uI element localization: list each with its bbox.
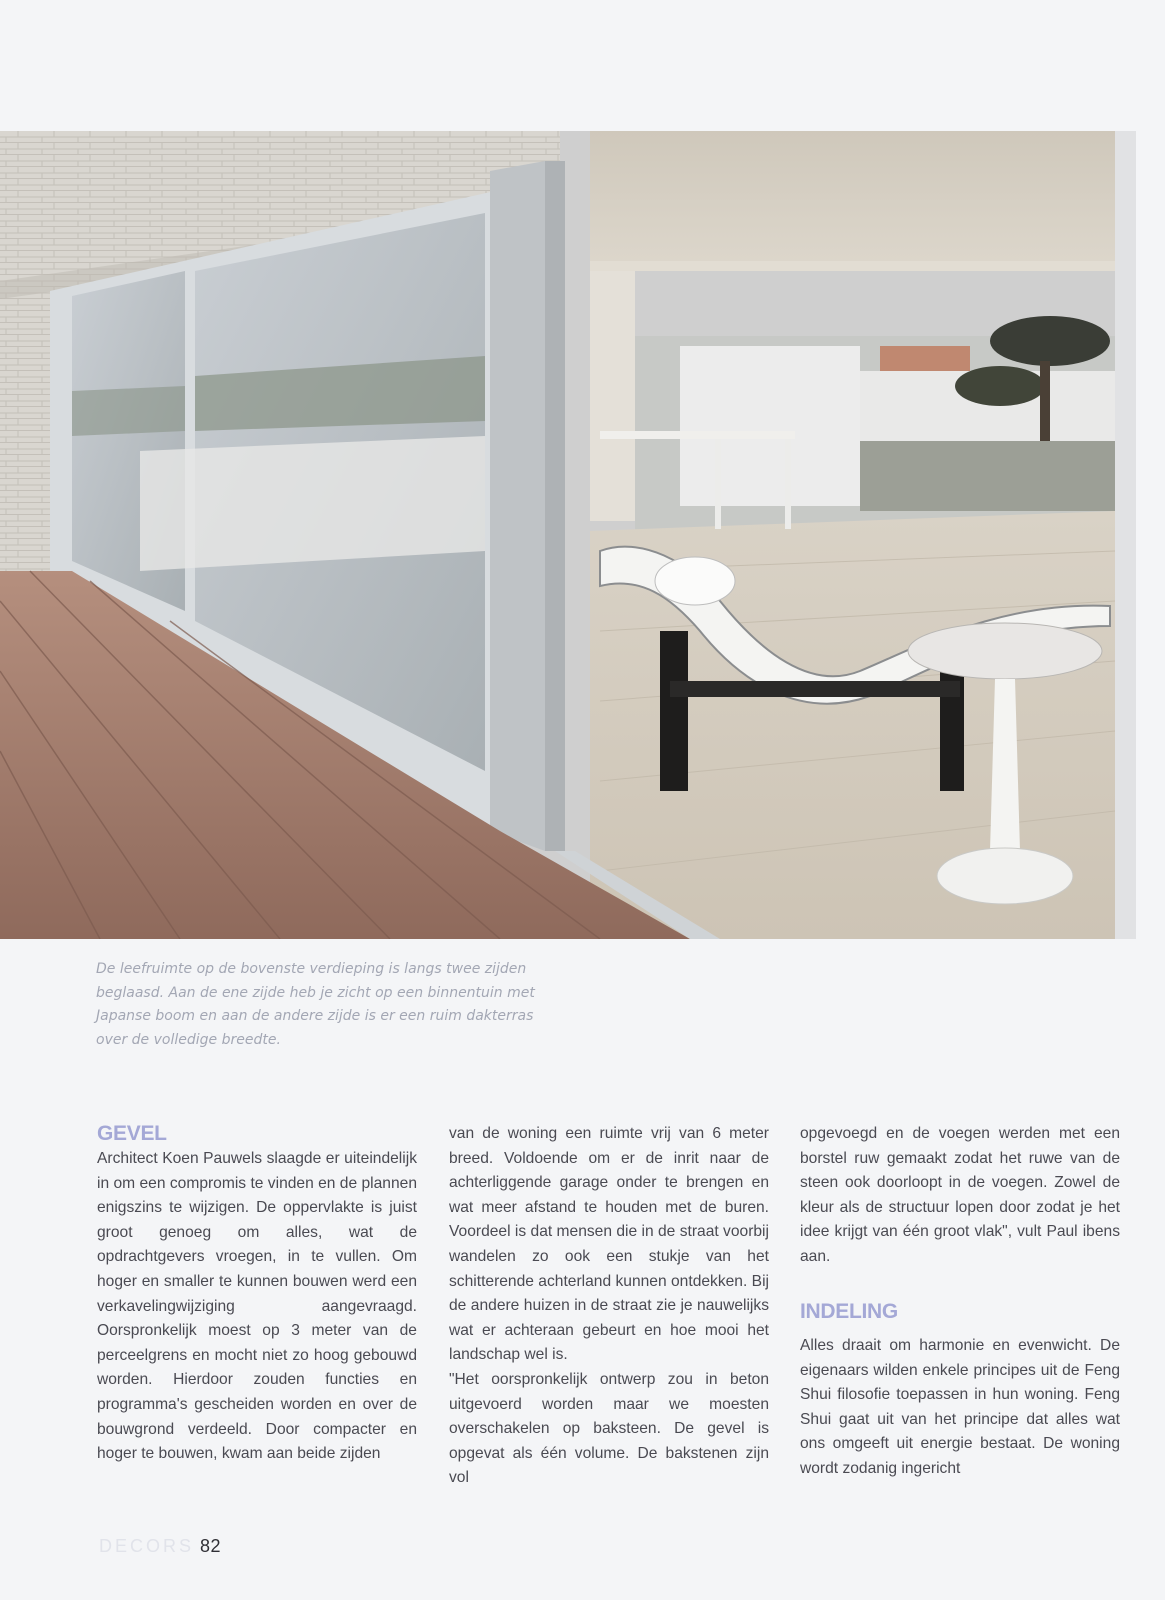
- interior-photo-illustration: [0, 131, 1136, 939]
- page-footer: [99, 1536, 221, 1557]
- side-table: [908, 623, 1102, 679]
- body-paragraph: Alles draait om harmonie en evenwicht. De eigenaars wilden enkele principes uit de Feng Shui filosofie toepassen in hun woning. Feng Shui gaat uit van het principe dat alles wat ons omgeeft uit energie bestaat. De woning wordt zodanig ingericht: [800, 1337, 1120, 1477]
- text-column-1: [97, 1147, 417, 1467]
- page-number: 82: [200, 1536, 222, 1556]
- body-paragraph: van de woning een ruimte vrij van 6 meter breed. Voldoende om er de inrit naar de achterliggende garage onder te brengen en wat meer afstand te houden met de buren. Voordeel is dat mensen die in de straat voorbij wandelen zo ook een stukje van het schitterende achterland kunnen ontdekken. Bij de andere huizen in de straat zie je nauwelijks wat er achteraan gebeurt en hoe mooi het landschap wel is.: [449, 1125, 769, 1364]
- interior-photo: [0, 131, 1136, 939]
- section-heading-gevel: GEVEL: [97, 1122, 167, 1145]
- text-column-2: [449, 1122, 769, 1491]
- section-heading-indeling: INDELING: [800, 1300, 898, 1323]
- magazine-brand: DECORS: [99, 1536, 195, 1556]
- body-paragraph: Architect Koen Pauwels slaagde er uiteindelijk in om een compromis te vinden en de plannen enigszins te wijzigen. De oppervlakte is juist groot genoeg om alles, wat de opdrachtgevers vroegen, in te vullen. Om hoger en smaller te kunnen bouwen werd een verkavelingwijziging aangevraagd. Oorspronkelijk moest op 3 meter van de perceelgrens en mocht niet zo hoog gebouwd worden. Hierdoor zouden functies en programma's gescheiden worden en over de bouwgrond verdeeld. Door compacter en hoger te bouwen, kwam aan beide zijden: [97, 1150, 417, 1463]
- body-paragraph: opgevoegd en de voegen werden met een borstel ruw gemaakt zodat het ruwe van de steen ook doorloopt in de voegen. Zowel de kleur als de structuur lopen door zodat je het idee krijgt van één groot vlak", vult Paul ibens aan.: [800, 1125, 1120, 1265]
- photo-caption: De leefruimte op de bovenste verdieping is langs twee zijden beglaasd. Aan de ene zijde heb je zicht op een binnentuin met Japanse boom en aan de andere zijde is er een ruim dakterras over de volledige breedte.: [96, 961, 535, 1048]
- body-paragraph: "Het oorspronkelijk ontwerp zou in beton uitgevoerd worden maar we moesten overschakelen op baksteen. De gevel is opgevat als één volume. De bakstenen zijn vol: [449, 1370, 769, 1487]
- ceiling: [590, 131, 1115, 271]
- text-column-3-continued: [800, 1334, 1120, 1482]
- text-column-3: [800, 1122, 1120, 1270]
